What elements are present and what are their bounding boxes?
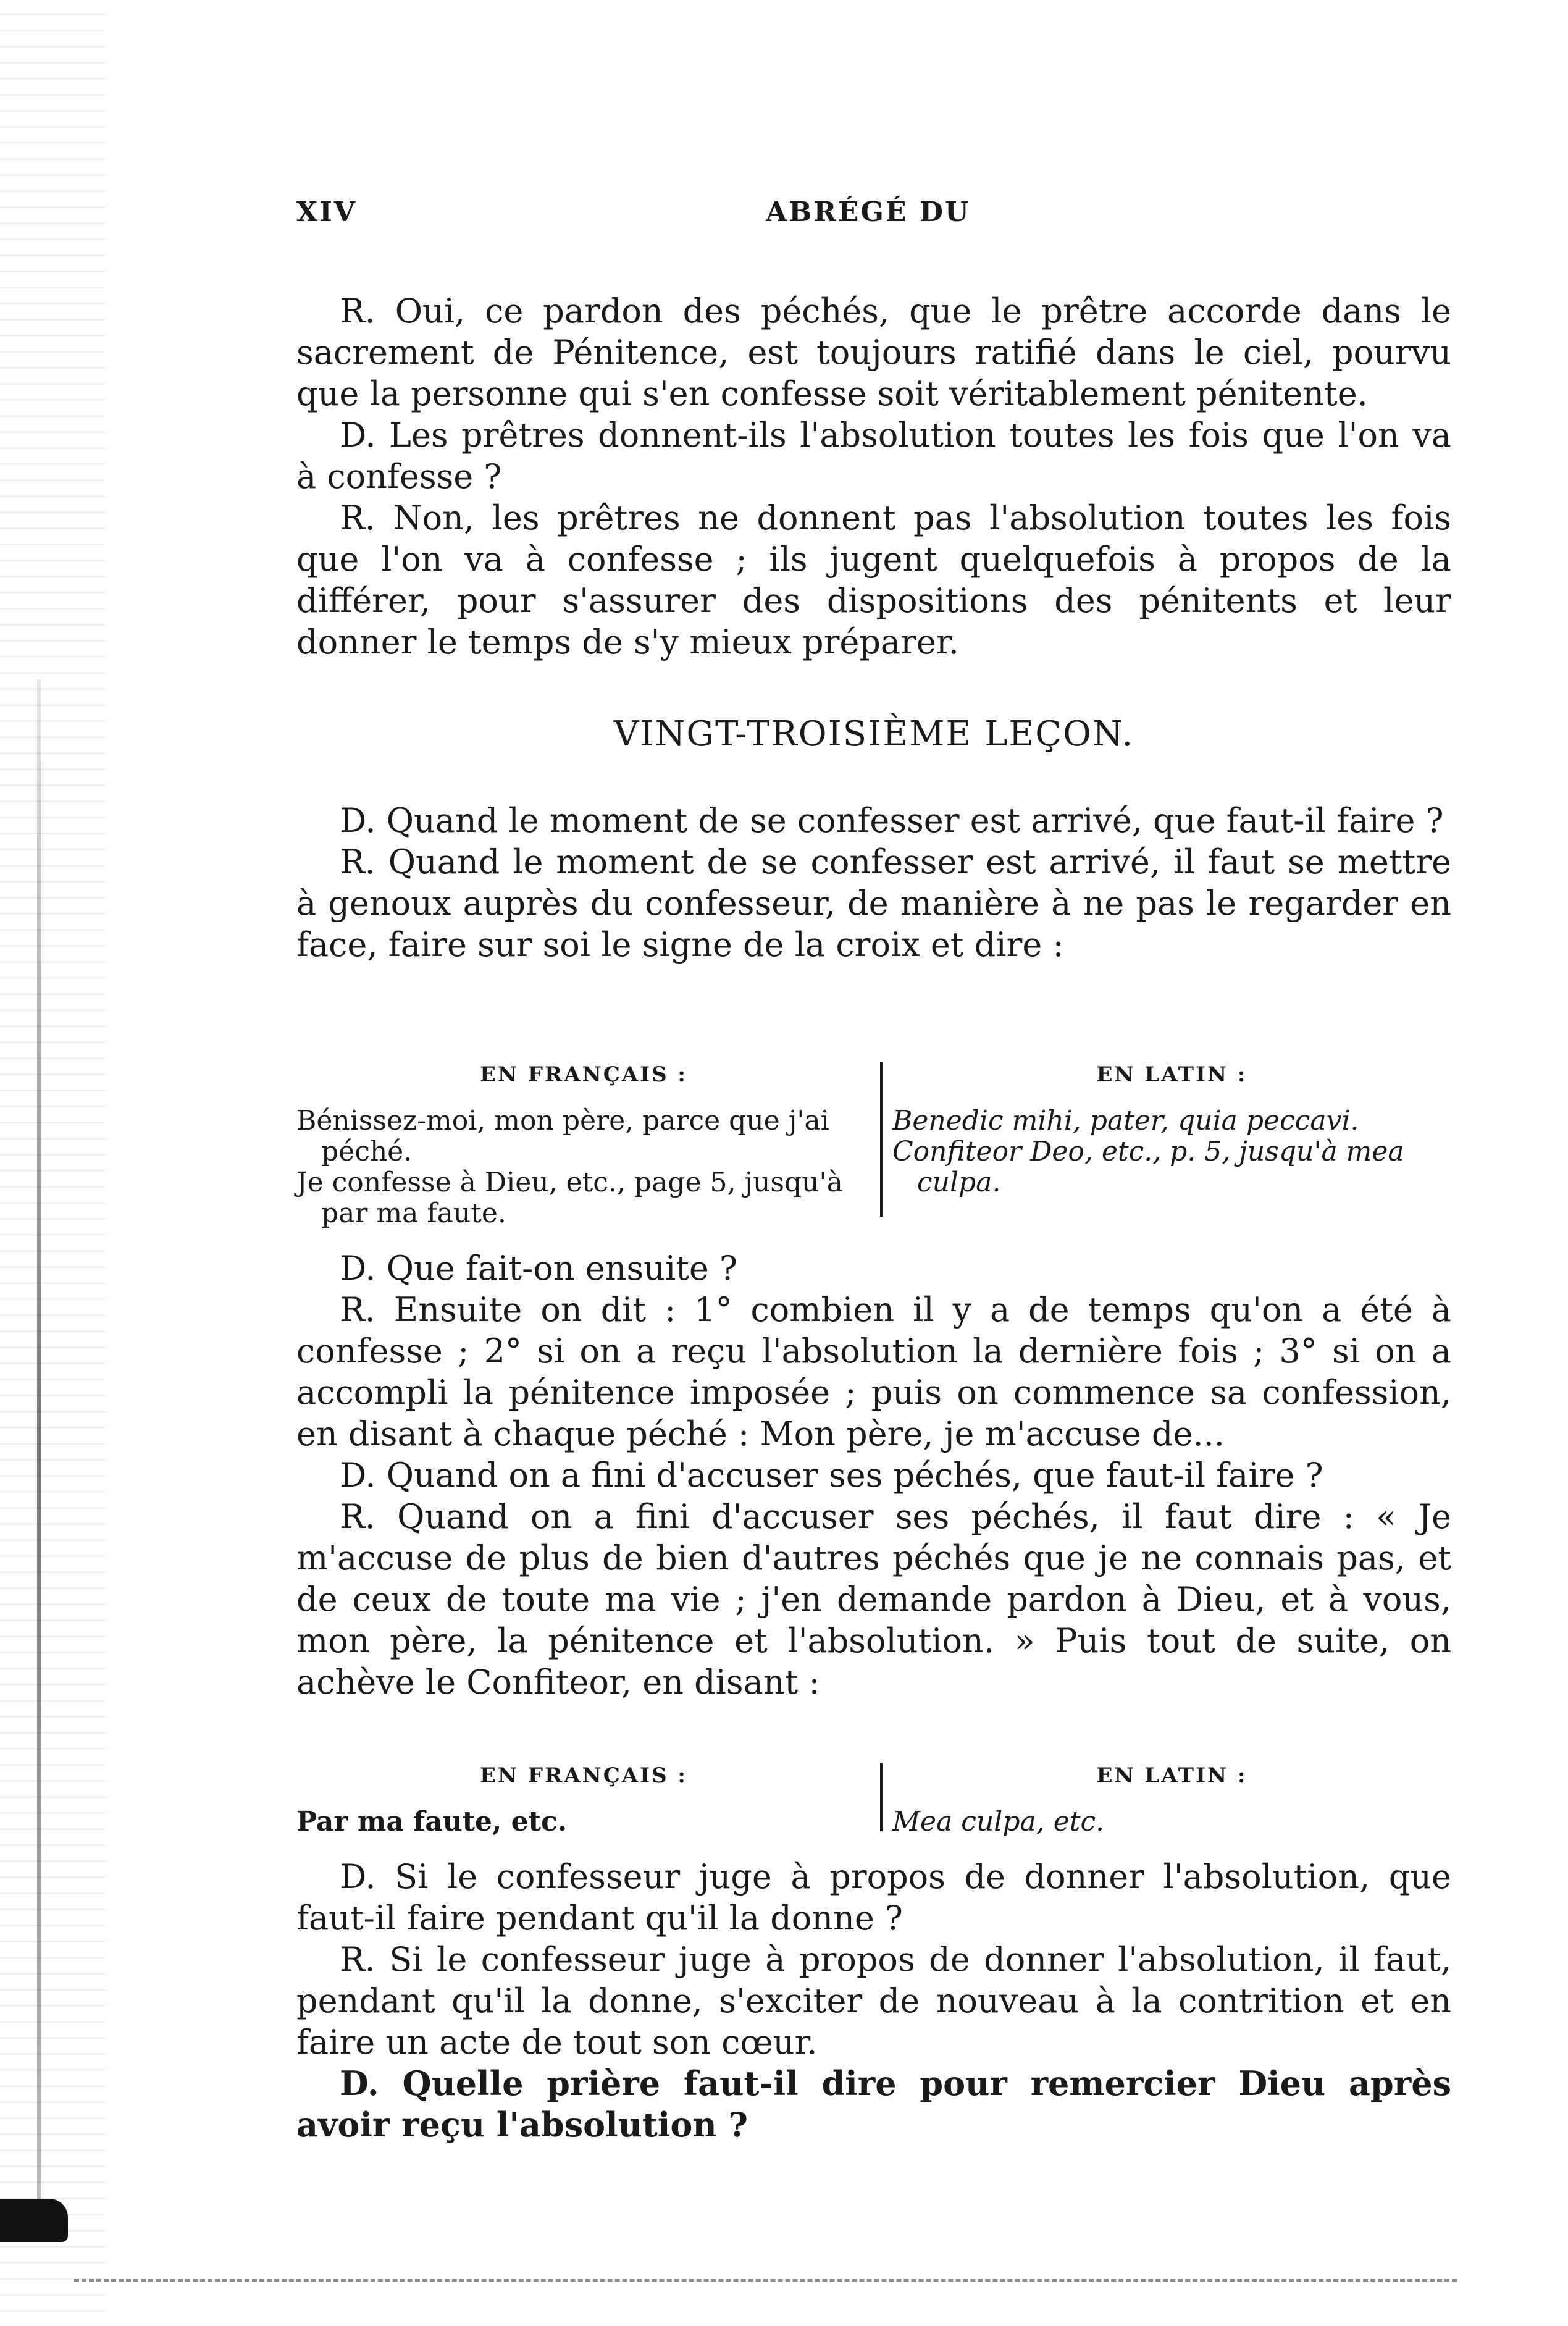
column-head-french: EN FRANÇAIS : [480,1763,687,1788]
scan-edge-artifact [0,0,105,2326]
running-title: ABRÉGÉ DU [766,196,971,228]
table-column-latin [892,1062,1451,1198]
table-row: Bénissez-moi, mon père, parce que j'ai péché. [296,1105,829,1167]
paragraph-question: D. Quand on a fini d'accuser ses péchés, que faut-il faire ? [340,1456,1323,1495]
bottom-text-block [296,1856,1451,2146]
table-divider [880,1062,883,1217]
top-text-block [296,290,1451,663]
paragraph-answer: R. Quand on a fini d'accuser ses péchés, il faut dire : « Je m'accuse de plus de bien d'autres péchés que je ne connais pas, et de ceux de toute ma vie ; j'en demande pardon à Dieu, et à vous, mon père, la pénitence et l'absolution. » Puis tout de suite, on achève le Confiteor, en disant : [296,1497,1451,1702]
prayer-table-1 [296,1062,1451,1229]
paragraph-question: D. Que fait-on ensuite ? [340,1249,737,1288]
scan-corner-blot [0,2199,68,2242]
paragraph-answer: R. Oui, ce pardon des péchés, que le prêtre accorde dans le sacrement de Pénitence, est toujours ratifié dans le ciel, pourvu que la personne qui s'en confesse soit véritablement pénitente. [296,292,1451,413]
lesson-text-block [296,800,1451,965]
page-number: XIV [296,196,357,228]
table-column-latin [892,1763,1451,1837]
lesson-title: VINGT-TROISIÈME LEÇON. [613,714,1134,754]
paragraph-question: D. Si le confesseur juge à propos de donner l'absolution, que faut-il faire pendant qu'il la donne ? [296,1857,1451,1938]
column-head-french: EN FRANÇAIS : [480,1062,687,1087]
lesson-heading-block [296,713,1451,755]
table-column-french [296,1763,871,1837]
paragraph-question: D. Quand le moment de se confesser est arrivé, que faut-il faire ? [340,801,1444,840]
table-row: Confiteor Deo, etc., p. 5, jusqu'à mea culpa. [892,1136,1404,1198]
table-row: Je confesse à Dieu, etc., page 5, jusqu'à par ma faute. [296,1167,843,1229]
column-head-latin: EN LATIN : [1096,1763,1247,1788]
scan-edge-line [37,679,41,2223]
scan-bottom-dash [74,2279,1457,2282]
table-divider [880,1763,883,1831]
paragraph-answer: R. Quand le moment de se confesser est arrivé, il faut se mettre à genoux auprès du confesseur, de manière à ne pas le regarder en face, faire sur soi le signe de la croix et dire : [296,842,1451,964]
table-row: Par ma faute, etc. [296,1806,568,1837]
paragraph-question: D. Les prêtres donnent-ils l'absolution toutes les fois que l'on va à confesse ? [296,416,1451,496]
middle-text-block [296,1248,1451,1703]
paragraph-answer: R. Si le confesseur juge à propos de donner l'absolution, il faut, pendant qu'il la donne, s'exciter de nouveau à la contrition et en faire un acte de tout son cœur. [296,1940,1451,2062]
paragraph-question: D. Quelle prière faut-il dire pour remercier Dieu après avoir reçu l'absolution ? [296,2064,1451,2144]
column-head-latin: EN LATIN : [1096,1062,1247,1087]
paragraph-answer: R. Ensuite on dit : 1° combien il y a de temps qu'on a été à confesse ; 2° si on a reçu l'absolution la dernière fois ; 3° si on a accompli la pénitence imposée ; puis on commence sa confession, en disant à chaque péché : Mon père, je m'accuse de... [296,1290,1451,1453]
table-column-french [296,1062,871,1229]
table-row: Benedic mihi, pater, quia peccavi. [892,1105,1359,1136]
running-header [296,196,1451,233]
paragraph-answer: R. Non, les prêtres ne donnent pas l'absolution toutes les fois que l'on va à confesse ; ils jugent quelquefois à propos de la différer, pour s'assurer des dispositions des pénitents et leur donner le temps de s'y mieux préparer. [296,498,1451,661]
prayer-table-2 [296,1763,1451,1837]
table-row: Mea culpa, etc. [892,1806,1105,1837]
